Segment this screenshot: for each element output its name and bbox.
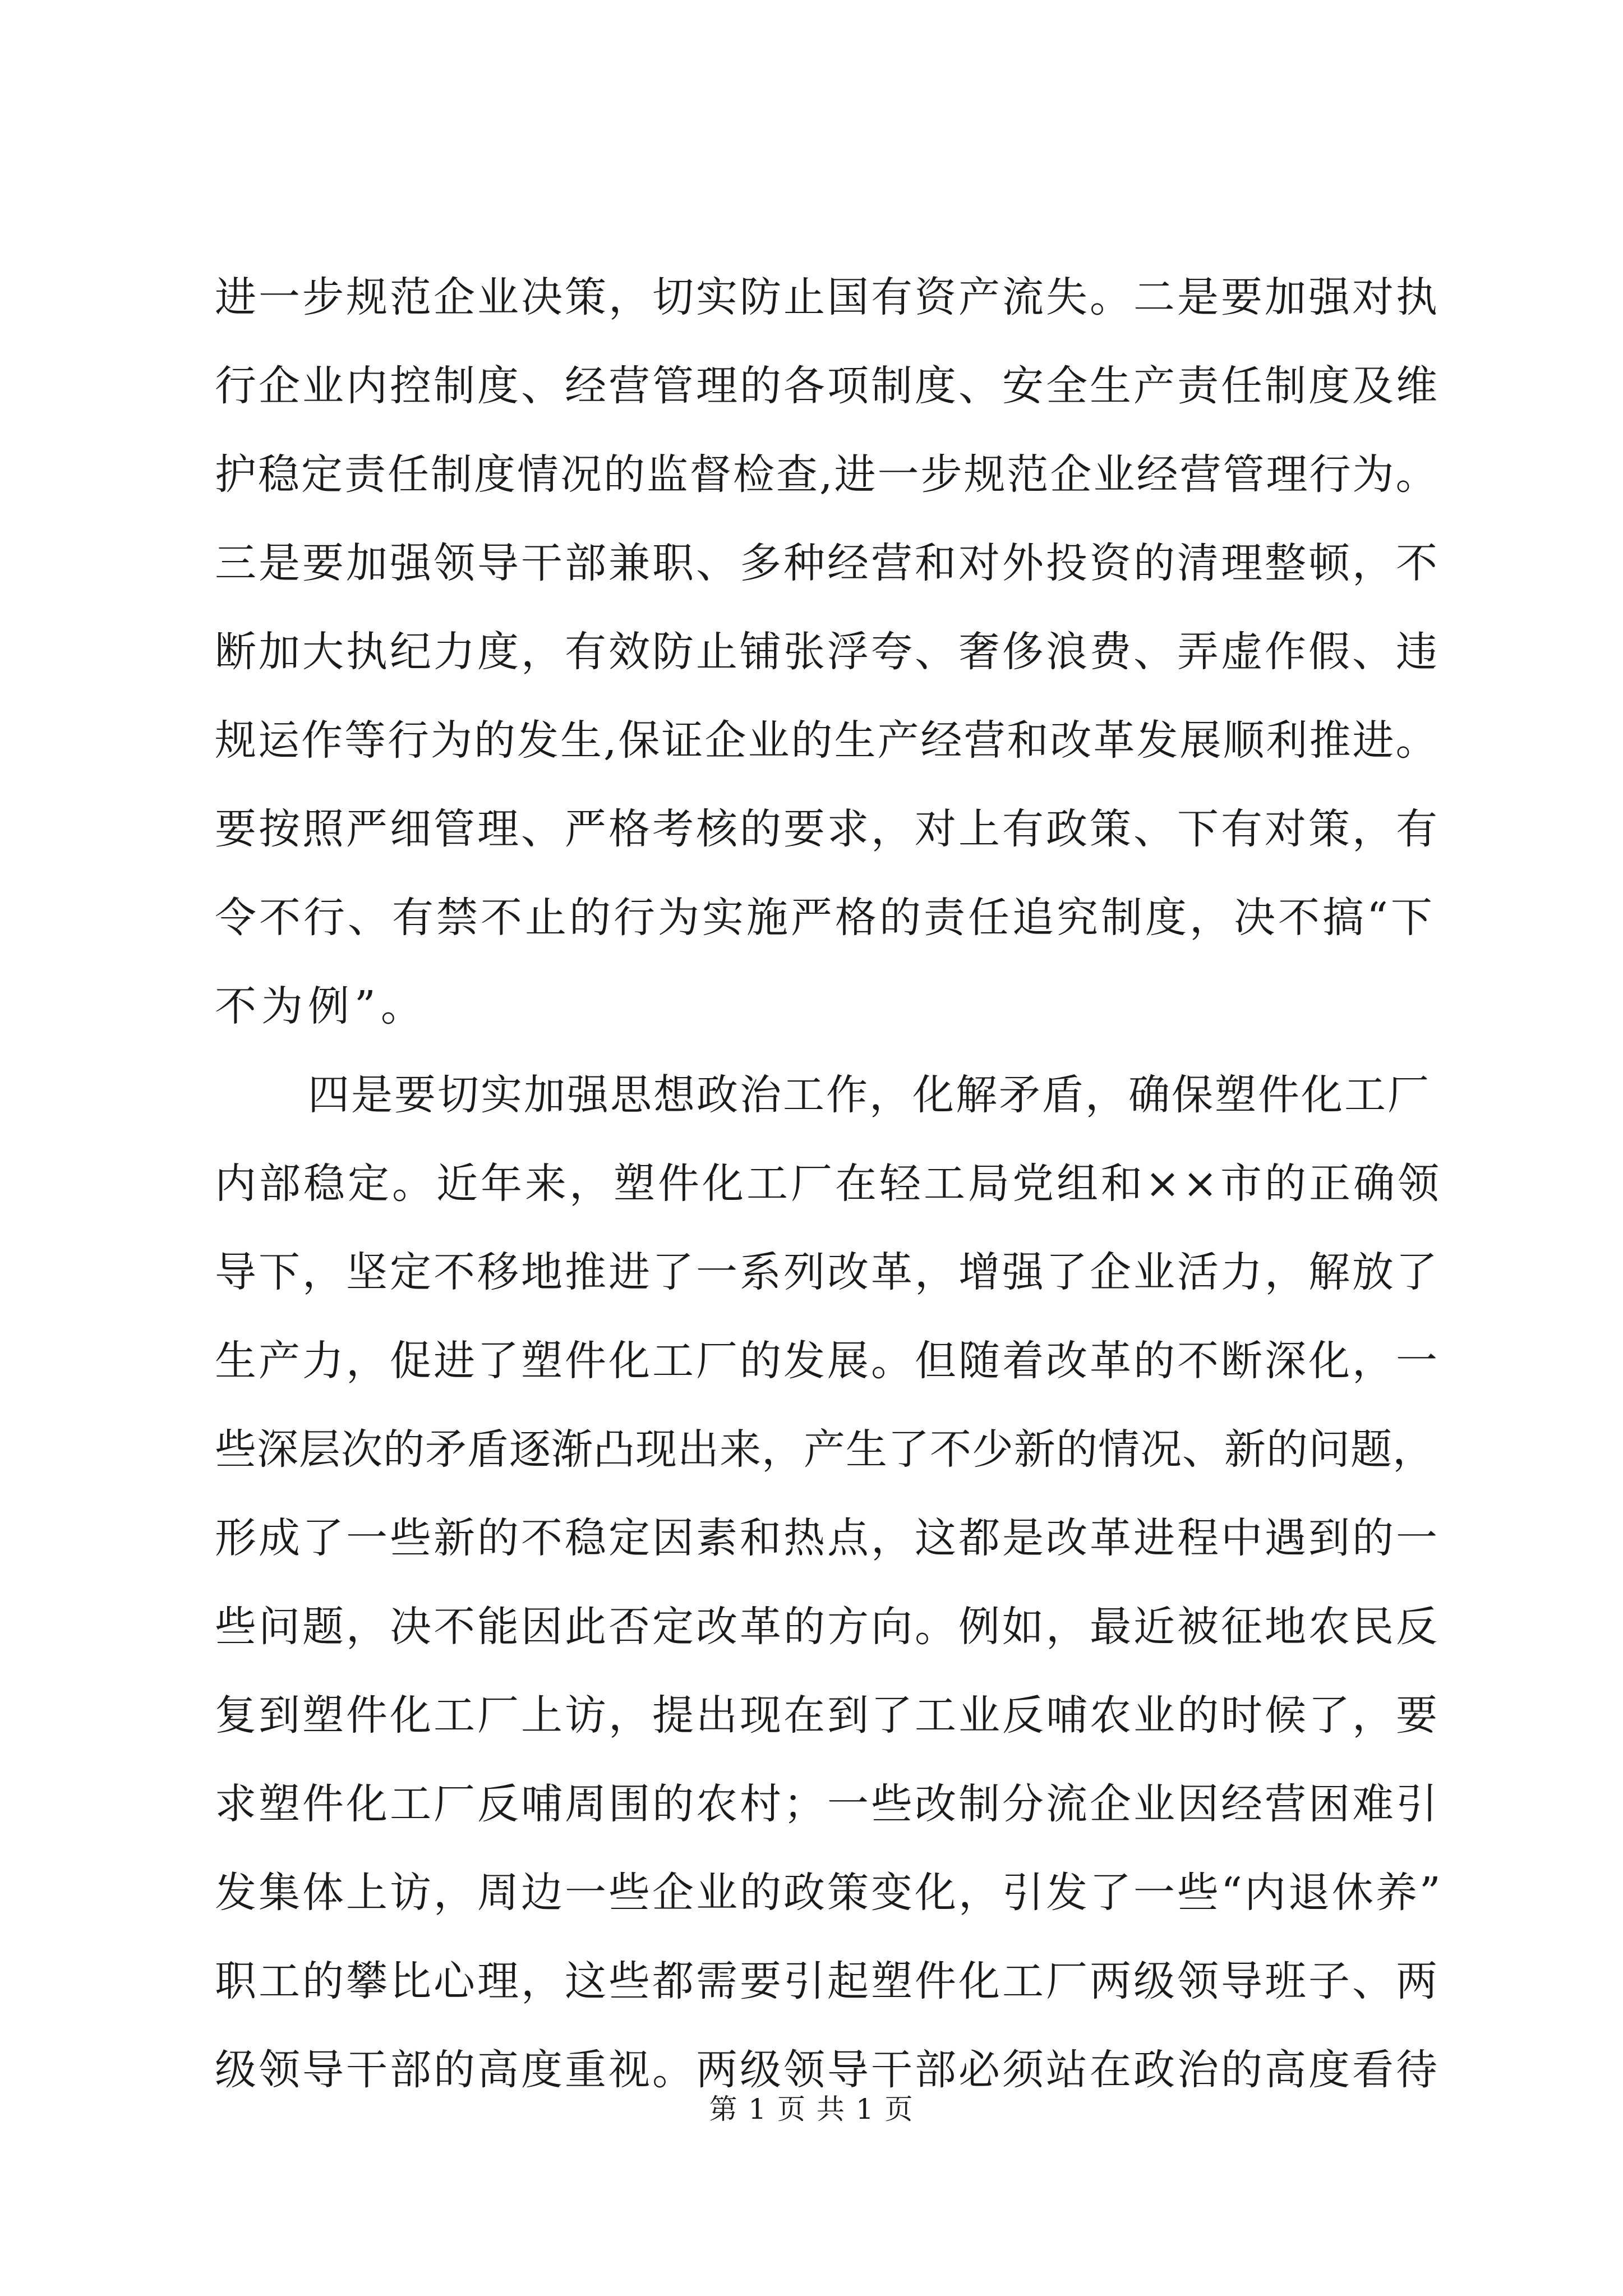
text-line: 些深层次的矛盾逐渐凸现出来，产生了不少新的情况、新的问题，: [215, 1425, 1435, 1474]
page-number-footer: 第 1 页 共 1 页: [709, 2093, 914, 2125]
text-line: 护稳定责任制度情况的监督检查,进一步规范企业经营管理行为。: [215, 450, 1439, 499]
paragraph-first-line: 四是要切实加强思想政治工作，化解矛盾，确保塑件化工厂: [308, 1071, 1431, 1119]
text-line: 内部稳定。近年来，塑件化工厂在轻工局党组和××市的正确领: [215, 1159, 1442, 1208]
text-line: 三是要加强领导干部兼职、多种经营和对外投资的清理整顿，不: [215, 539, 1440, 587]
text-line: 不为例”。: [215, 982, 427, 1030]
text-line: 生产力，促进了塑件化工厂的发展。但随着改革的不断深化，一: [215, 1337, 1440, 1385]
text-line: 级领导干部的高度重视。两级领导干部必须站在政治的高度看待: [215, 2046, 1440, 2094]
text-line: 职工的攀比心理，这些都需要引起塑件化工厂两级领导班子、两: [215, 1957, 1440, 2005]
text-line: 断加大执纪力度，有效防止铺张浮夸、奢侈浪费、弄虚作假、违: [215, 628, 1440, 676]
text-line: 些问题，决不能因此否定改革的方向。例如，最近被征地农民反: [215, 1603, 1440, 1651]
text-line: 导下，坚定不移地推进了一系列改革，增强了企业活力，解放了: [215, 1248, 1440, 1296]
text-line: 要按照严细管理、严格考核的要求，对上有政策、下有对策，有: [215, 805, 1440, 853]
text-line: 进一步规范企业决策，切实防止国有资产流失。二是要加强对执: [215, 273, 1440, 321]
text-line: 形成了一些新的不稳定因素和热点，这都是改革进程中遇到的一: [215, 1514, 1440, 1562]
text-line: 令不行、有禁不止的行为实施严格的责任追究制度，决不搞“下: [215, 894, 1435, 942]
text-line: 复到塑件化工厂上访，提出现在到了工业反哺农业的时候了，要: [215, 1691, 1440, 1740]
text-line: 发集体上访，周边一些企业的政策变化，引发了一些“内退休养”: [215, 1869, 1443, 1917]
text-line: 行企业内控制度、经营管理的各项制度、安全生产责任制度及维: [215, 362, 1440, 410]
text-line: 规运作等行为的发生,保证企业的生产经营和改革发展顺利推进。: [215, 716, 1439, 765]
text-line: 求塑件化工厂反哺周围的农村；一些改制分流企业因经营困难引: [215, 1780, 1440, 1828]
